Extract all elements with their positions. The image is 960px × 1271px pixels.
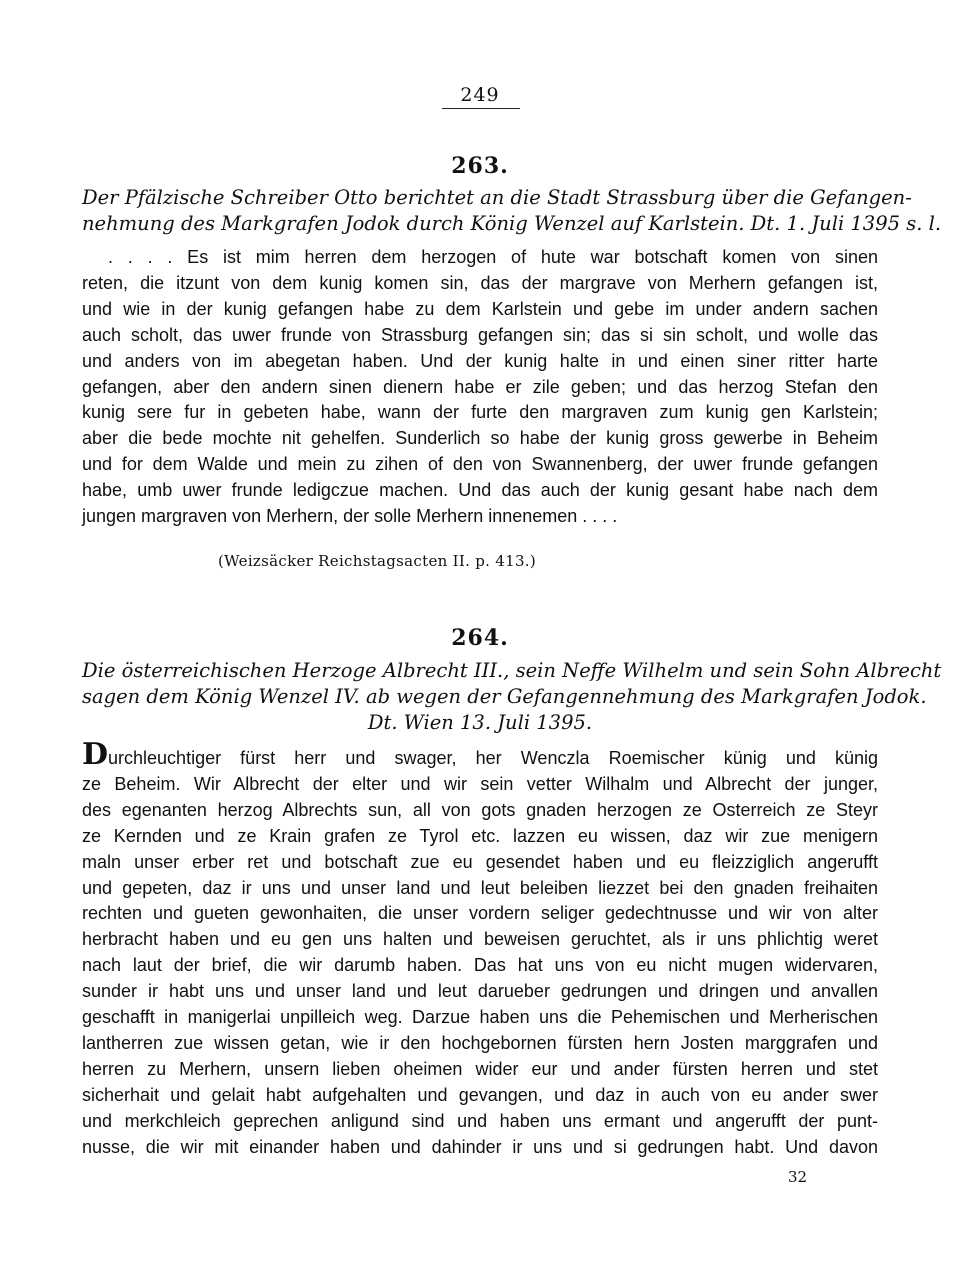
page-number: 249 [460, 84, 500, 106]
body-line: und wie in der kunig gefangen habe zu dem Karlstein und gebe im under andern sachen [82, 298, 878, 319]
drop-cap: D [82, 737, 109, 772]
document-264-body [82, 737, 878, 1161]
body-line: rechten und gueten gewonhaiten, die unser vordern seliger gedechtnusse und wir von alter [82, 903, 878, 924]
body-line: kunig sere fur in gebeten habe, wann der furte den margraven zum kunig gen Karlstein; [82, 402, 878, 423]
body-line: sicherhait und gelait habt aufgehalten und gevangen, und daz in auch von eu ander swer [82, 1084, 878, 1105]
body-line: sunder ir habt uns und unser land und leut darueber gedrungen und dringen und anvallen [82, 981, 878, 1002]
printer-signature-mark: 32 [788, 1168, 808, 1186]
document-264-number: 264. [451, 625, 509, 651]
body-line: reten, die itzunt von dem kunig komen sin, das der margrave von Merhern gefangen ist, [82, 272, 878, 293]
body-line: aber die bede mochte nit gehelfen. Sunderlich so habe der kunig gross gewerbe in Beheim [82, 428, 878, 449]
body-line: nach laut der brief, die wir darumb haben. Das hat uns von eu nicht mugen widervaren, [82, 955, 878, 976]
heading-line: nehmung des Markgrafen Jodok durch König Wenzel auf Karlstein. Dt. 1. Juli 1395 s. l. [82, 212, 942, 235]
document-264-heading [82, 658, 942, 736]
body-line: des egenanten herzog Albrechts sun, all von gots gnaden herzogen ze Osterreich ze Steyr [82, 799, 878, 820]
document-263-heading [82, 185, 942, 237]
body-line: lantherren zue wissen getan, wie ir den hochgebornen fürsten hern Josten marggrafen und [82, 1032, 878, 1053]
body-line: jungen margraven von Merhern, der solle Merhern innenemen . . . . [82, 506, 618, 527]
heading-line: Dt. Wien 13. Juli 1395. [367, 711, 593, 734]
body-line: und gepeten, daz ir uns und unser land und leut beleiben liezzet bei den gnaden freihaiten [82, 877, 878, 898]
body-line: und anders von im abegetan haben. Und der kunig halte in und einen siner ritter harte [82, 350, 878, 371]
heading-line: Die österreichischen Herzoge Albrecht III., sein Neffe Wilhelm und sein Sohn Albrecht [82, 659, 942, 682]
body-line-first [82, 737, 878, 772]
body-line: habe, umb uwer frunde ledigczue machen. Und das auch der kunig gesant habe nach dem [82, 480, 878, 501]
heading-line: Der Pfälzische Schreiber Otto berichtet an die Stadt Strassburg über die Gefangen- [82, 186, 912, 209]
body-line: auch scholt, das uwer frunde von Strassburg gefangen sin; das si sin scholt, und wolle das [82, 324, 878, 345]
document-263-body [82, 245, 878, 530]
body-line: und merkchleich geprechen anligund sind und haben uns ermant und angerufft der punt- [82, 1110, 878, 1131]
document-263-citation: (Weizsäcker Reichstagsacten II. p. 413.) [218, 552, 537, 570]
body-line: herbracht haben und eu gen uns halten und beweisen geruchtet, als ir uns phlichtig weret [82, 929, 878, 950]
body-line: . . . . Es ist mim herren dem herzogen of hute war botschaft komen von sinen [108, 247, 878, 267]
page-number-rule [442, 108, 520, 109]
body-line: gefangen, aber den andern sinen dienern habe er zile geben; und das herzog Stefan den [82, 376, 878, 397]
body-line: ze Kernden und ze Krain grafen ze Tyrol etc. lazzen eu wissen, daz wir zue menigern [82, 825, 878, 846]
body-line: herren zu Merhern, unsern lieben oheimen wider eur und ander fürsten herren und stet [82, 1058, 878, 1079]
body-line: nusse, die wir mit einander haben und dahinder ir uns und si gedrungen habt. Und davon [82, 1136, 878, 1157]
body-line: maln unser erber ret und botschaft zue eu gesendet haben und eu fleizziglich angerufft [82, 851, 878, 872]
document-263-number: 263. [451, 153, 509, 179]
heading-line: sagen dem König Wenzel IV. ab wegen der Gefangennehmung des Markgrafen Jodok. [82, 685, 927, 708]
first-line-text: urchleuchtiger fürst herr und swager, her Wenczla Roemischer künig und künig [108, 748, 878, 768]
body-line: ze Beheim. Wir Albrecht der elter und wir sein vetter Wilhalm und Albrecht der junger, [82, 773, 878, 794]
body-line: geschafft in manigerlai unpilleich weg. Darzue haben uns die Pehemischen und Merherischen [82, 1007, 878, 1028]
body-line: und for dem Walde und mein zu zihen of den von Swannenberg, der uwer frunde gefangen [82, 454, 878, 475]
